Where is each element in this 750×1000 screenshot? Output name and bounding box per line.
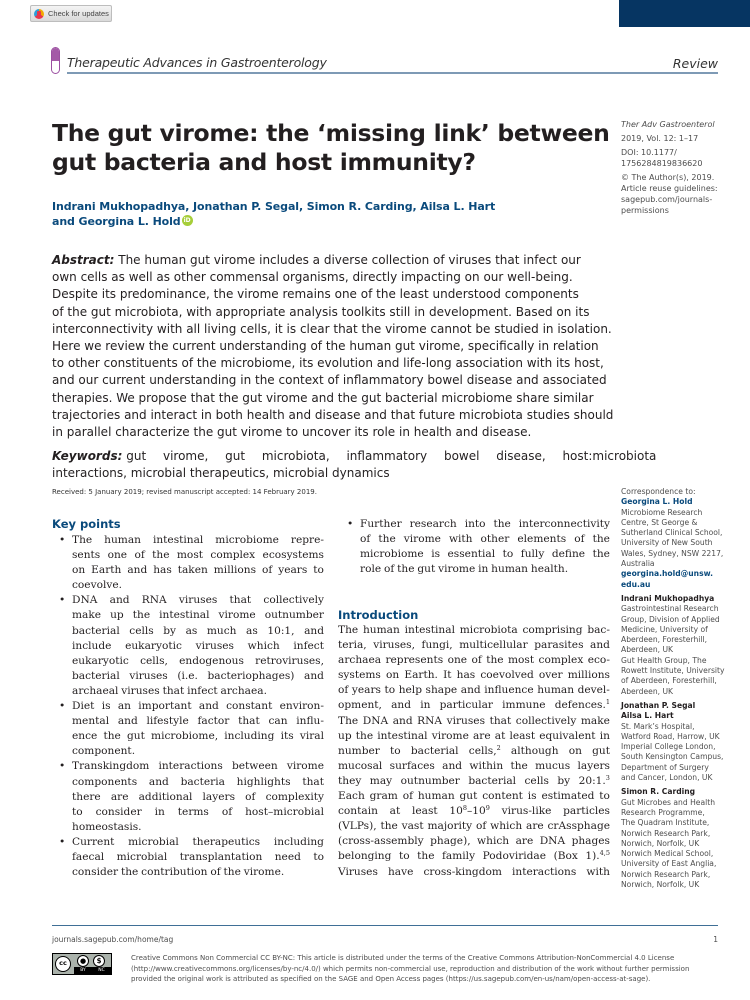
- affiliation-line: Gut Health Group, The: [621, 655, 707, 665]
- key-point-line: microbiome is essential to fully define the: [360, 548, 610, 561]
- abstract-line: to other constituents of the microbiome, its evolution and life-long association with its host,: [52, 356, 604, 371]
- key-point-line: component.: [72, 745, 136, 758]
- correspondence-sidebar: [621, 487, 750, 890]
- article-meta: [621, 119, 749, 219]
- bullet-icon: •: [59, 534, 66, 546]
- key-point-line: archaeal viruses that infect archaea.: [72, 684, 267, 697]
- doi-line: 1756284819836620: [621, 159, 703, 168]
- citation-reference[interactable]: 3: [605, 773, 610, 782]
- key-points-list-continued: [340, 517, 610, 577]
- introduction-line: they may outnumber bacterial cells by 20:1.$^3$: [338, 773, 610, 787]
- affiliation-author-name: Ailsa L. Hart: [621, 711, 674, 721]
- key-point-line: consider the contribution of the virome.: [72, 866, 285, 879]
- key-point-item: [52, 699, 324, 759]
- bullet-icon: •: [59, 760, 66, 773]
- header-divider: [67, 72, 718, 74]
- introduction-line: The human intestinal microbiota comprising bac-: [338, 624, 610, 636]
- key-point-line: coevolve.: [72, 579, 122, 592]
- key-point-line: Transkingdom interactions between virome: [72, 760, 324, 773]
- keywords-label: Keywords:: [52, 449, 123, 463]
- volume-info: 2019, Vol. 12: 1–17: [621, 134, 699, 143]
- footer-divider: [52, 925, 718, 926]
- copyright: [621, 172, 749, 216]
- key-point-line: homeostasis.: [72, 820, 142, 833]
- check-for-updates-label: Check for updates: [48, 9, 109, 18]
- introduction-line: up the intestinal virome are at least equivalent in: [338, 729, 610, 742]
- doi-line: DOI: 10.1177/: [621, 148, 677, 157]
- key-point-line: of the virome with other elements of the: [360, 533, 610, 546]
- doi[interactable]: [621, 147, 749, 169]
- abstract-line: Here we review the current understanding of the human gut virome, specifically in relation: [52, 339, 599, 354]
- abstract-line: and our current understanding in the context of inflammatory bowel disease and associated: [52, 373, 607, 388]
- affiliation-line: University of East Anglia,: [621, 859, 717, 869]
- bullet-icon: •: [59, 700, 66, 713]
- affiliation-line: Group, Division of Applied: [621, 614, 720, 624]
- abstract-line: trajectories and interact in both health and disease and that future microbiota studies should: [52, 407, 614, 422]
- citation-reference[interactable]: 1: [605, 698, 610, 707]
- introduction-line: number to bacterial cells,$^2$ although on gut: [338, 743, 610, 757]
- journal-capsule-icon: [51, 47, 60, 74]
- key-point-line: role of the gut virome in human health.: [360, 563, 569, 576]
- abstract-line: of the gut microbiota, with appropriate analysis toolkits still in development. Based on its: [52, 304, 590, 319]
- journal-abbrev: Ther Adv Gastroenterol: [621, 120, 715, 129]
- introduction-line: mucosal surfaces and within the mucus layers: [338, 759, 610, 772]
- affiliation-line: Aberdeen, UK: [621, 686, 674, 696]
- journal-url-link[interactable]: journals.sagepub.com/home/tag: [52, 935, 174, 944]
- abstract: [52, 252, 612, 441]
- affiliation-author-name: Jonathan P. Segal: [621, 700, 696, 710]
- citation-reference[interactable]: 9: [485, 804, 490, 813]
- address-line: Microbiome Research: [621, 507, 703, 517]
- affiliation-line: Gut Microbes and Health: [621, 797, 716, 807]
- affiliation-line: Research Programme,: [621, 807, 705, 817]
- key-point-line: to consider in terms of host–microbial: [72, 805, 324, 818]
- brand-corner-block: [619, 0, 750, 27]
- non-commercial-icon: $: [93, 955, 105, 967]
- key-point-item: [52, 593, 324, 699]
- page-number: 1: [713, 935, 718, 944]
- affiliation-author-name: Simon R. Carding: [621, 787, 696, 797]
- introduction-line: Each gram of human gut content is estimated to: [338, 790, 610, 803]
- article-title: [52, 119, 612, 177]
- citation-reference[interactable]: 8: [462, 804, 467, 813]
- introduction-line: (VLPs), the vast majority of which are crAssphage: [338, 820, 610, 833]
- affiliation-line: and Cancer, London, UK: [621, 773, 713, 783]
- abstract-line: Despite its predominance, the virome remains one of the least understood components: [52, 287, 579, 302]
- abstract-line: in parallel characterize the gut virome to uncover its role in health and disease.: [52, 425, 532, 440]
- journal-name: Therapeutic Advances in Gastroenterology: [67, 55, 327, 70]
- key-point-line: mental and lifestyle factor that can influ-: [72, 715, 324, 728]
- citation-reference[interactable]: 4,5: [599, 849, 610, 858]
- affiliation-line: Department of Surgery: [621, 762, 709, 772]
- key-point-item: [52, 533, 324, 593]
- reuse-link[interactable]: permissions: [621, 206, 669, 215]
- received-dates: Received: 5 January 2019; revised manuscript accepted: 14 February 2019.: [52, 488, 317, 496]
- affiliation-line: Rowett Institute, University: [621, 666, 725, 676]
- key-point-item: [52, 835, 324, 880]
- affiliation-line: South Kensington Campus,: [621, 752, 724, 762]
- affiliation-line: Imperial College London,: [621, 742, 716, 752]
- copyright-line: © The Author(s), 2019.: [621, 173, 715, 182]
- key-point-line: there are additional layers of complexity: [72, 790, 324, 803]
- key-point-line: make up the intestinal virome outnumber: [72, 609, 324, 622]
- introduction-line: Viruses have cross-kingdom interactions with: [338, 865, 610, 878]
- by-label: BY: [80, 968, 86, 973]
- affiliation-line: Aberdeen, UK: [621, 645, 674, 655]
- affiliation-line: Norwich Research Park,: [621, 828, 711, 838]
- crossmark-icon: [34, 9, 44, 19]
- citation-reference[interactable]: 2: [496, 743, 501, 752]
- introduction-line: systems on Earth. It has coevolved over millions: [338, 669, 610, 682]
- introduction-line: The DNA and RNA viruses that collectively make: [338, 714, 610, 727]
- key-point-line: Diet is an important and constant environ-: [72, 700, 324, 713]
- license-line: Creative Commons Non Commercial CC BY-NC: This article is distributed under the terms of the Creative Commons Attribution-NonCommercial 4.0 License: [131, 954, 675, 962]
- keywords-line: interactions, microbial therapeutics, microbial dynamics: [52, 466, 390, 481]
- affiliation-line: Norwich, Norfolk, UK: [621, 838, 700, 848]
- key-points-list: [52, 533, 324, 880]
- abstract-label: Abstract:: [52, 253, 115, 267]
- introduction-line: opment, and in particular immune defences.$^1$: [338, 698, 610, 712]
- author-line: Indrani Mukhopadhya, Jonathan P. Segal, Simon R. Carding, Ailsa L. Hart: [52, 200, 496, 213]
- introduction-line: archaea represents one of the most complex eco-: [338, 654, 610, 667]
- abstract-line: own cells as well as other commensal organisms, directly impacting on our well-being.: [52, 270, 573, 285]
- key-point-line: on Earth and has taken millions of years to: [72, 564, 324, 577]
- keywords-line: gut virome, gut microbiota, inflammatory bowel disease, host:microbiota: [126, 449, 657, 463]
- license-line: (http://www.creativecommons.org/licenses/by-nc/4.0/) which permits non-commercial use, reproduction and distribution of the work without further permission: [131, 964, 690, 973]
- affiliation-line: Norwich Research Park,: [621, 869, 711, 879]
- affiliation-line: of Aberdeen, Foresterhill,: [621, 676, 717, 686]
- keywords: [52, 448, 657, 482]
- correspondence-name: Georgina L. Hold: [621, 497, 693, 507]
- key-point-line: Further research into the interconnectivity: [360, 518, 610, 530]
- key-point-line: include eukaryotic viruses which infect: [72, 639, 324, 652]
- correspondence-email-link[interactable]: edu.au: [621, 579, 651, 589]
- check-for-updates-button[interactable]: [30, 5, 112, 22]
- key-point-line: bacterial viruses (i.e. bacteriophages) and: [72, 669, 324, 682]
- introduction-line: contain at least $10^8-10^9$ virus-like particles: [338, 804, 610, 818]
- abstract-line: The human gut virome includes a diverse collection of viruses that infect our: [114, 253, 581, 267]
- orcid-icon[interactable]: iD: [182, 215, 193, 226]
- affiliation-line: Norwich, Norfolk, UK: [621, 879, 700, 889]
- key-points-heading: Key points: [52, 517, 121, 531]
- address-line: Centre, St George &: [621, 517, 698, 527]
- title-line: gut bacteria and host immunity?: [52, 148, 476, 176]
- key-point-line: DNA and RNA viruses that collectively: [72, 594, 324, 607]
- affiliation-line: Gastrointestinal Research: [621, 604, 719, 614]
- copyright-line: Article reuse guidelines:: [621, 184, 718, 193]
- introduction-heading: Introduction: [338, 608, 419, 622]
- article-type: Review: [672, 56, 718, 71]
- affiliation-line: Norwich Medical School,: [621, 849, 714, 859]
- bullet-icon: •: [59, 594, 66, 607]
- license-line: provided the original work is attributed as specified on the SAGE and Open Access pages (https://us.sagepub.com/en-us/nam/open-access-at-sage).: [131, 975, 651, 983]
- address-line: Australia: [621, 559, 655, 569]
- key-point-line: The human intestinal microbiome repre-: [72, 534, 324, 546]
- reuse-link[interactable]: sagepub.com/journals-: [621, 195, 713, 204]
- nc-label: NC: [98, 968, 105, 973]
- affiliation-line: Watford Road, Harrow, UK: [621, 731, 720, 741]
- bullet-icon: •: [347, 518, 354, 530]
- correspondence-label: Correspondence to:: [621, 487, 696, 496]
- author-line: and Georgina L. Hold: [52, 215, 181, 228]
- abstract-line: therapies. We propose that the gut virome and the gut bacterial microbiome share similar: [52, 390, 594, 405]
- attribution-person-icon: ●: [77, 955, 89, 967]
- author-list: [52, 199, 495, 229]
- key-point-line: components and bacteria highlights that: [72, 775, 324, 788]
- title-line: The gut virome: the ‘missing link’ between: [52, 119, 610, 147]
- cc-license-badge[interactable]: [52, 953, 112, 975]
- affiliation-line: Medicine, University of: [621, 624, 708, 634]
- introduction-line: teria, viruses, fungi, multicellular parasites and: [338, 639, 610, 652]
- affiliation-line: The Quadram Institute,: [621, 818, 710, 828]
- bullet-icon: •: [59, 835, 66, 848]
- address-line: Wales, Sydney, NSW 2217,: [621, 548, 724, 558]
- cc-badge-strip: [74, 967, 111, 974]
- license-text: [131, 953, 719, 985]
- abstract-line: interconnectivity with all living cells, it is clear that the virome cannot be studied in isolation.: [52, 321, 612, 336]
- introduction-line: belonging to the family Podoviridae (Box 1).$^{4,5}$: [338, 849, 610, 863]
- key-point-line: Current microbial therapeutics including: [72, 835, 324, 848]
- introduction-body: [338, 623, 610, 880]
- key-point-line: ence the gut microbiome, including its viral: [72, 730, 324, 743]
- key-point-item: [340, 517, 610, 577]
- key-point-line: eukaryotic cells, endogenous retroviruses,: [72, 654, 324, 667]
- address-line: University of New South: [621, 538, 713, 548]
- affiliation-line: St. Mark’s Hospital,: [621, 721, 695, 731]
- correspondence-email-link[interactable]: georgina.hold@unsw.: [621, 569, 714, 579]
- introduction-line: (cross-assembly phage), which are DNA phages: [338, 835, 610, 848]
- affiliation-author-name: Indrani Mukhopadhya: [621, 593, 715, 603]
- key-point-line: faecal microbial transplantation need to: [72, 850, 324, 863]
- key-point-line: sents one of the most complex ecosystems: [72, 549, 324, 562]
- introduction-line: of years to help shape and influence human devel-: [338, 684, 610, 697]
- key-point-line: bacterial cells by as much as 10:1, and: [72, 624, 324, 637]
- affiliation-line: Aberdeen, Foresterhill,: [621, 635, 708, 645]
- address-line: Sutherland Clinical School,: [621, 528, 723, 538]
- key-point-item: [52, 759, 324, 834]
- creative-commons-icon: cc: [55, 956, 71, 972]
